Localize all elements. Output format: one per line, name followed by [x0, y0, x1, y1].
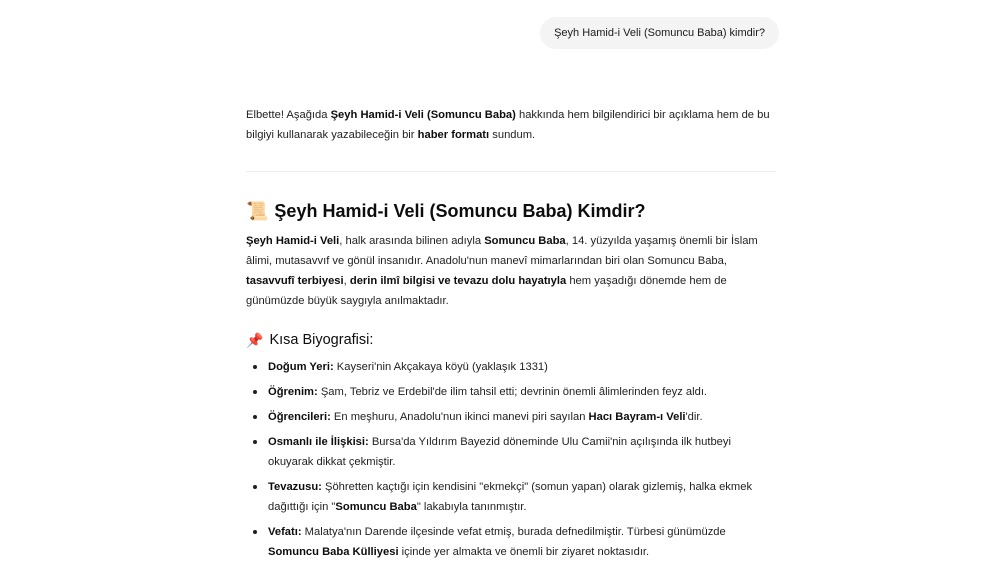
- bio-label: Öğrencileri:: [268, 411, 331, 423]
- desc-text-1: , halk arasında bilinen adıyla: [339, 235, 485, 247]
- intro-bold-2: haber formatı: [417, 129, 490, 141]
- bio-label: Osmanlı ile İlişkisi:: [268, 436, 369, 448]
- intro-bold-1: Şeyh Hamid-i Veli (Somuncu Baba): [330, 109, 516, 121]
- desc-bold-1: Şeyh Hamid-i Veli: [246, 235, 340, 247]
- bio-text: içinde yer almakta ve önemli bir ziyaret noktasıdır.: [398, 546, 650, 558]
- desc-text-2: , 14. yüzyılda yaşamış önemli bir İslam âlimi, mutasavvıf ve gönül insanıdır. Anadolu'nun manevî mimarlarından biri olan Somuncu Baba,: [246, 235, 758, 267]
- section-heading: [246, 199, 776, 223]
- bio-text: " lakabıyla tanınmıştır.: [416, 501, 527, 513]
- bio-text: Kayseri'nin Akçakaya köyü (yaklaşık 1331): [333, 361, 548, 373]
- bio-bold: Somuncu Baba Külliyesi: [268, 546, 399, 558]
- intro-text-1: Elbette! Aşağıda: [246, 109, 331, 121]
- intro-text-2: hakkında hem bilgilendirici bir açıklama hem de bu bilgiyi kullanarak yazabileceğin bir: [246, 109, 770, 141]
- intro-text-3: sundum.: [489, 129, 536, 141]
- assistant-message: [246, 105, 776, 567]
- list-item: [246, 407, 776, 427]
- list-item: [246, 357, 776, 377]
- desc-bold-2: Somuncu Baba: [484, 235, 566, 247]
- section-heading-text: Şeyh Hamid-i Veli (Somuncu Baba) Kimdir?: [274, 201, 646, 221]
- bio-bold: Somuncu Baba: [335, 501, 417, 513]
- scroll-icon: 📜: [246, 201, 269, 221]
- list-item: [246, 522, 776, 562]
- bio-bold: Hacı Bayram-ı Veli: [588, 411, 686, 423]
- user-message-bubble: [540, 17, 779, 49]
- bio-label: Doğum Yeri:: [268, 361, 334, 373]
- list-item: [246, 477, 776, 517]
- desc-bold-3: tasavvufî terbiyesi: [246, 275, 344, 287]
- biography-list: [246, 357, 776, 562]
- description-paragraph: [246, 231, 776, 311]
- intro-paragraph: [246, 105, 776, 145]
- desc-text-3: ,: [343, 275, 350, 287]
- desc-bold-4: derin ilmî bilgisi ve tevazu dolu hayatıyla: [349, 275, 567, 287]
- pushpin-icon: 📌: [246, 332, 264, 348]
- bio-label: Tevazusu:: [268, 481, 322, 493]
- section-divider: [246, 171, 776, 172]
- subsection-heading-text: Kısa Biyografisi:: [269, 332, 374, 348]
- bio-label: Öğrenim:: [268, 386, 318, 398]
- bio-label: Vefatı:: [268, 526, 302, 538]
- bio-text: Şöhretten kaçtığı için kendisini "ekmekçi" (somun yapan) olarak gizlemiş, halka ekmek dağıttığı için ": [268, 481, 753, 513]
- bio-text: Bursa'da Yıldırım Bayezid döneminde Ulu Camii'nin açılışında ilk hutbeyi okuyarak dikkat çekmiştir.: [268, 436, 731, 468]
- bio-text: 'dir.: [685, 411, 703, 423]
- bio-text: Şam, Tebriz ve Erdebil'de ilim tahsil etti; devrinin önemli âlimlerinden feyz aldı.: [317, 386, 708, 398]
- user-message-text: Şeyh Hamid-i Veli (Somuncu Baba) kimdir?: [554, 27, 765, 39]
- list-item: [246, 382, 776, 402]
- bio-text: Malatya'nın Darende ilçesinde vefat etmiş, burada defnedilmiştir. Türbesi günümüzde: [301, 526, 726, 538]
- list-item: [246, 432, 776, 472]
- bio-text: En meşhuru, Anadolu'nun ikinci manevi piri sayılan: [330, 411, 589, 423]
- desc-text-4: hem yaşadığı dönemde hem de günümüzde büyük saygıyla anılmaktadır.: [246, 275, 727, 307]
- subsection-heading: [246, 329, 776, 351]
